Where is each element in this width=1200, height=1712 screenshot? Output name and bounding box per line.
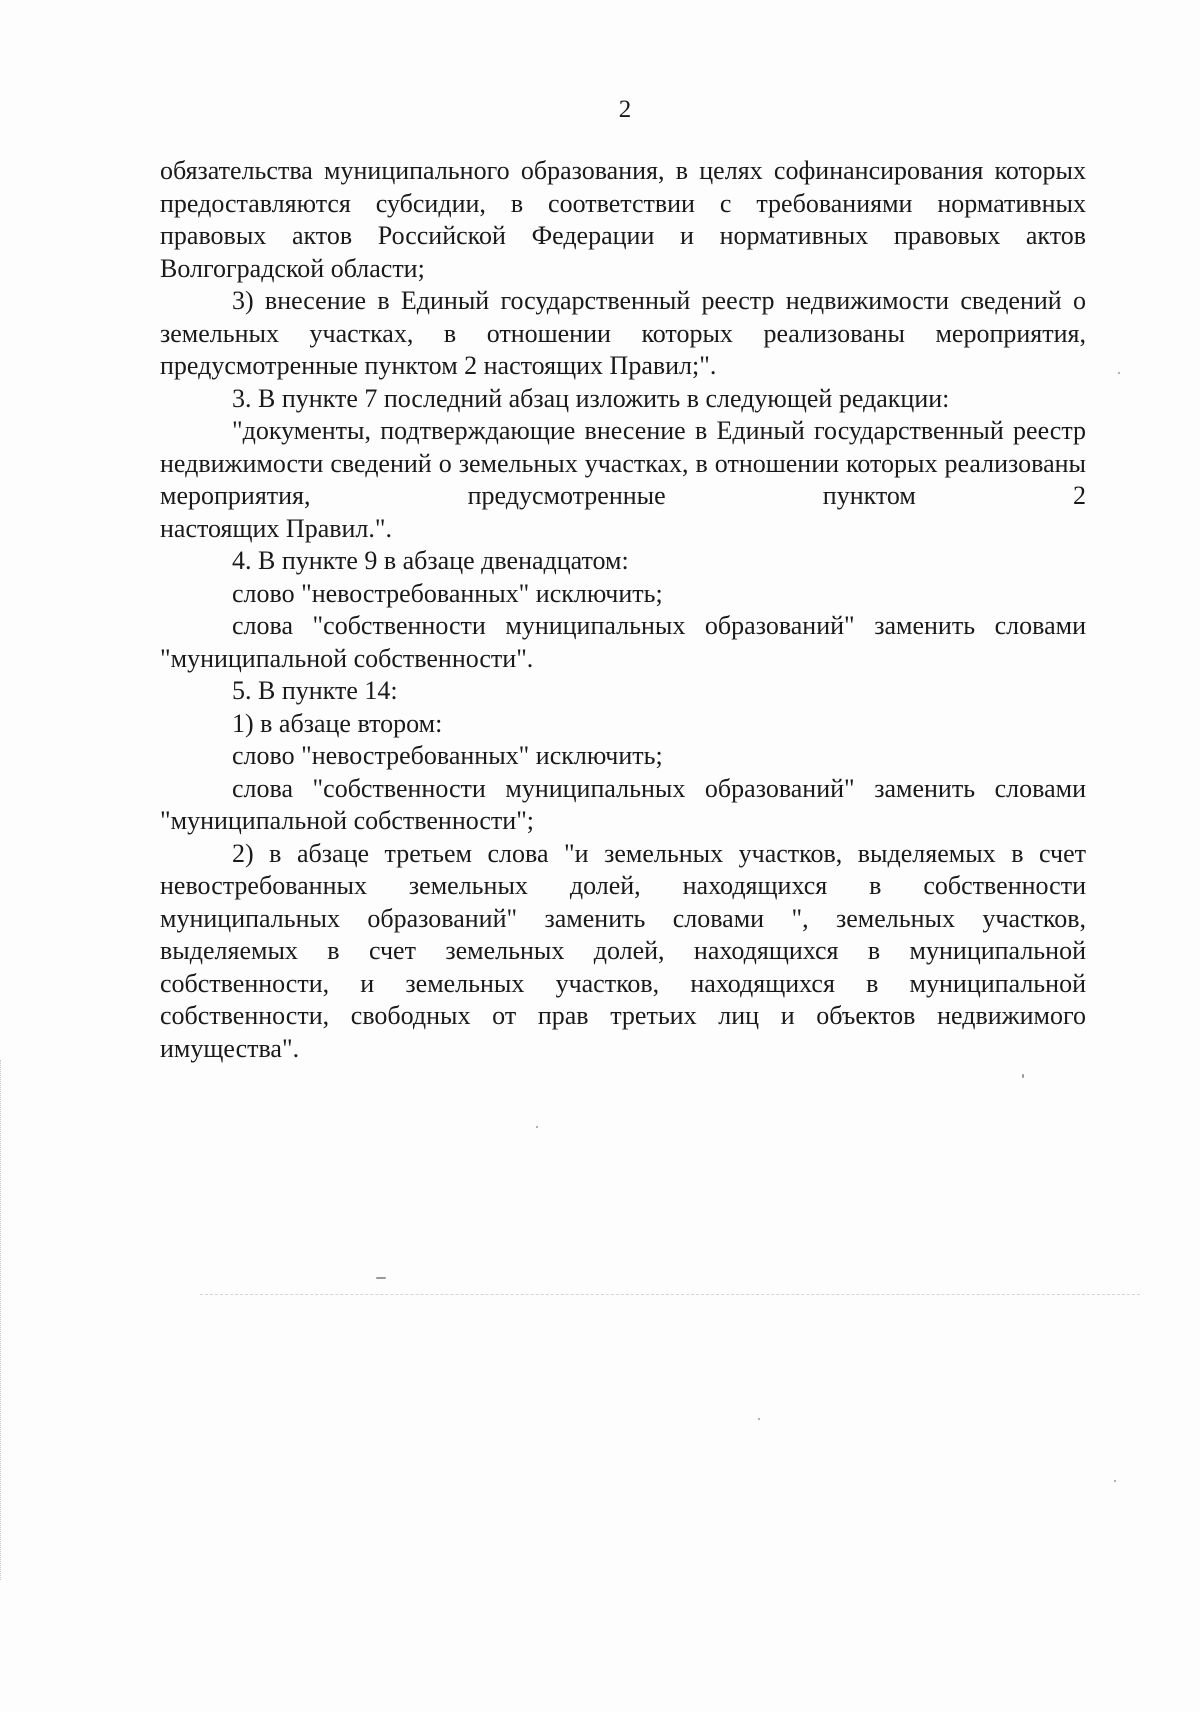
scan-speck [376, 1277, 386, 1279]
paragraph-clause-9-word-removal: слово "невостребованных" исключить; [232, 578, 663, 608]
paragraph-clause-7-heading: 3. В пункте 7 последний абзац изложить в следующей редакции: [232, 383, 950, 413]
scan-speck [1022, 1074, 1024, 1078]
paragraph-clause-14-heading: 5. В пункте 14: [232, 676, 398, 705]
paragraph-clause-9-words-replace: слова "собственности муниципальных образований" заменить словами "муниципальной собственности". [160, 611, 1086, 673]
paragraph-clause-14-word-removal: слово "невостребованных" исключить; [232, 741, 663, 770]
scan-speck [758, 1418, 760, 1420]
scan-speck [1118, 372, 1120, 374]
paragraph-clause-14-item-2: 2) в абзаце третьем слова "и земельных участков, выделяемых в счет невостребованных земельных долей, находящихся в собственности муниципальных образований" заменить словами ", земельных участков, выделяемых в счет земельных долей, находящихся в муниципальной собственности, и земельных участков, находящихся в муниципальной собственности, свободных от прав третьих лиц и объектов недвижимого имущества". [160, 838, 1086, 1063]
paragraph-clause-7-text: "документы, подтверждающие внесение в Единый государственный реестр недвижимости сведений о земельных участках, в отношении которых реализованы мероприятия, предусмотренные пунктом 2 [160, 416, 1086, 510]
paragraph-clause-7-text-end: настоящих Правил.". [160, 513, 393, 543]
paragraph-item-3-registry: 3) внесение в Единый государственный реестр недвижимости сведений о земельных участках, в отношении которых реализованы мероприятия, предусмотренные пунктом 2 настоящих Правил;". [160, 286, 1086, 380]
paragraph-obligations: обязательства муниципального образования, в целях софинансирования которых предоставляются субсидии, в соответствии с требованиями нормативных правовых актов Российской Федерации и нормативных правовых актов Волгоградской области; [160, 156, 1086, 283]
document-body [160, 155, 1086, 1065]
paragraph-clause-14-item-1: 1) в абзаце втором: [232, 708, 443, 738]
scan-edge-artifact [0, 1060, 4, 1580]
scan-speck [536, 1126, 538, 1128]
scan-speck [1114, 1480, 1116, 1482]
scan-dotted-line-artifact [200, 1294, 1140, 1297]
page-number: 2 [618, 96, 632, 123]
paragraph-clause-14-words-replace: слова "собственности муниципальных образований" заменить словами "муниципальной собственности"; [160, 773, 1086, 835]
paragraph-clause-9-heading: 4. В пункте 9 в абзаце двенадцатом: [232, 546, 629, 575]
